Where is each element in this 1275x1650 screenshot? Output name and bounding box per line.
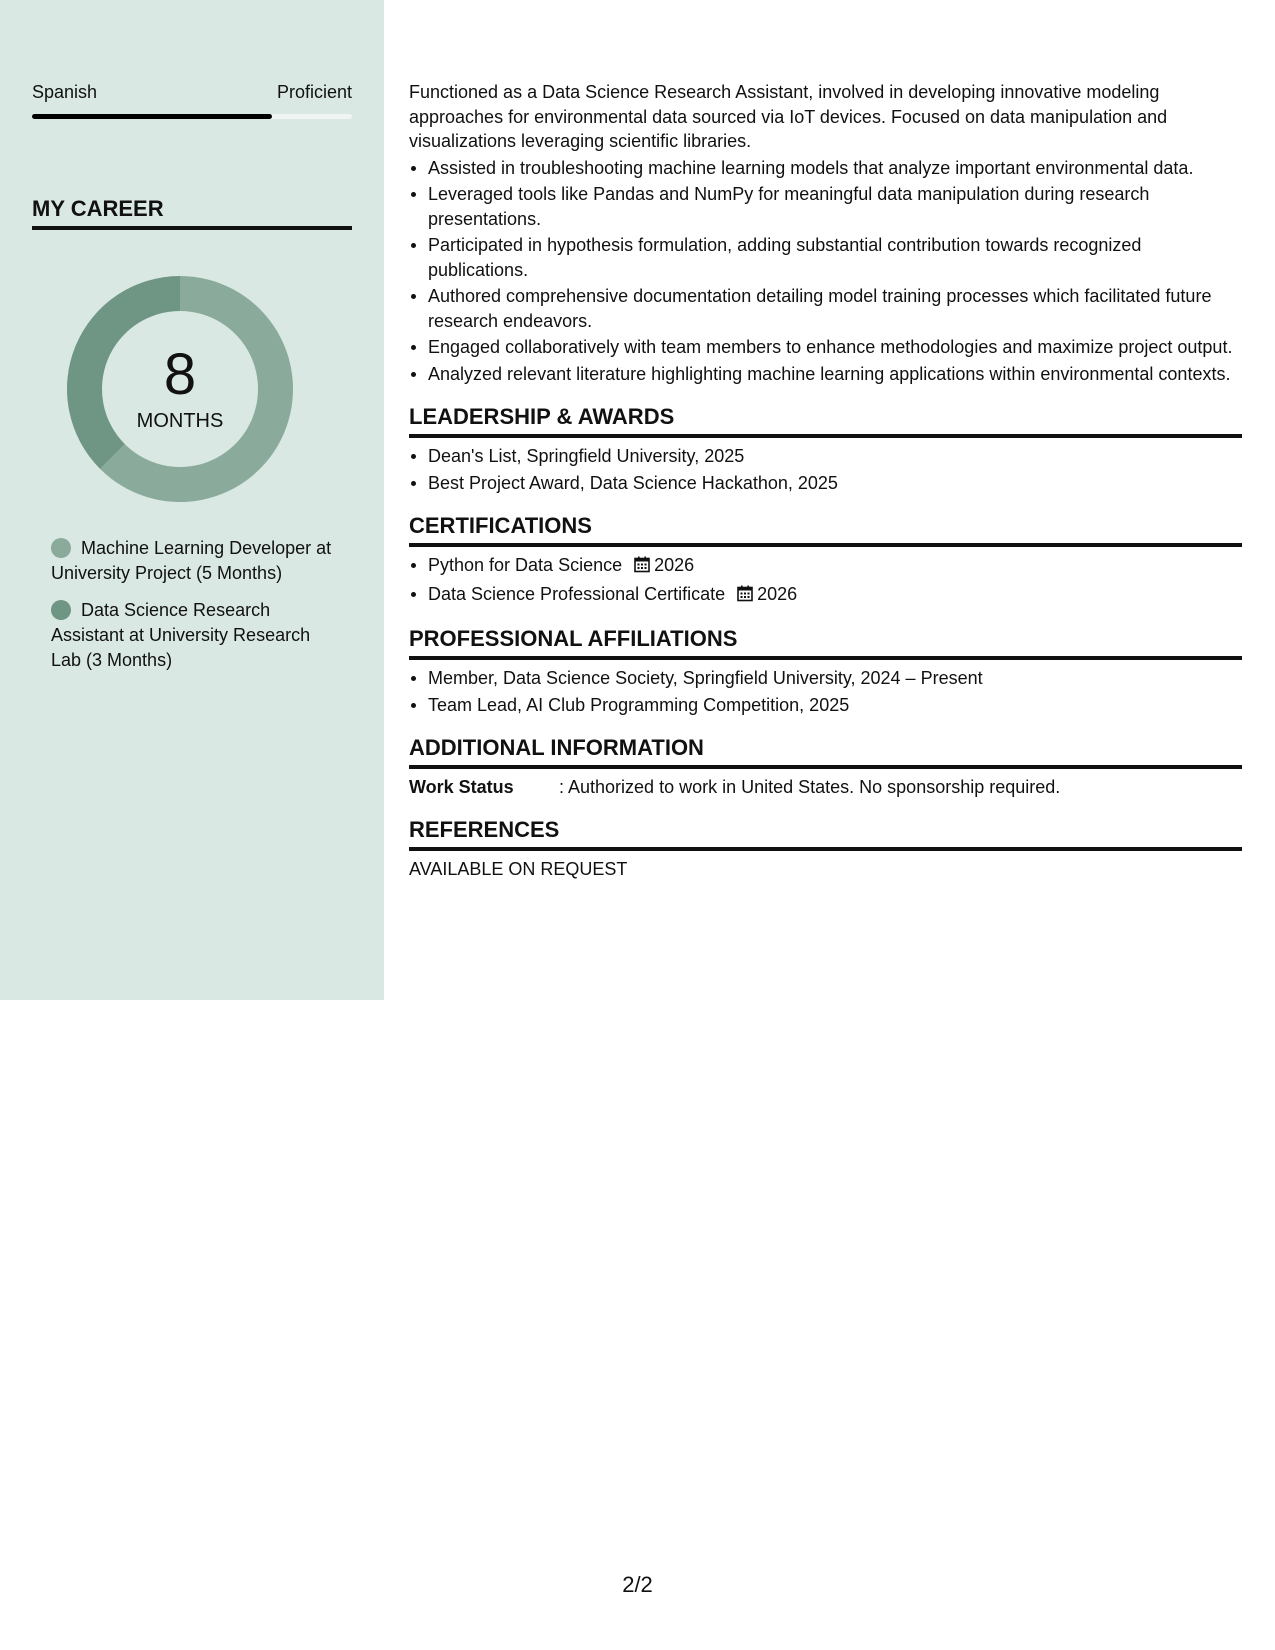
- career-total-unit: MONTHS: [136, 410, 224, 432]
- certification-item: [409, 582, 1242, 609]
- calendar-icon: [634, 555, 650, 580]
- language-proficiency-fill: [32, 114, 272, 119]
- leadership-item: Dean's List, Springfield University, 2025: [409, 444, 1242, 469]
- leadership-item: Best Project Award, Data Science Hackathon, 2025: [409, 471, 1242, 496]
- references-heading: REFERENCES: [409, 817, 1242, 851]
- career-heading: MY CAREER: [32, 196, 352, 230]
- certification-item: [409, 553, 1242, 580]
- language-level: Proficient: [276, 82, 352, 102]
- work-status-row: [409, 775, 1242, 799]
- certification-name: Python for Data Science: [428, 555, 623, 575]
- affiliations-list: [409, 666, 1242, 717]
- certification-name: Data Science Professional Certificate: [428, 583, 726, 604]
- language-name: Spanish: [32, 82, 98, 102]
- experience-bullet: Engaged collaboratively with team members to enhance methodologies and maximize project output.: [409, 335, 1242, 360]
- calendar-icon: [737, 584, 753, 609]
- career-legend-label: Machine Learning Developer at University Project (5 Months): [51, 538, 332, 583]
- affiliation-item: Team Lead, AI Club Programming Competition, 2025: [409, 693, 1242, 718]
- sidebar: [0, 0, 384, 1000]
- leadership-heading: LEADERSHIP & AWARDS: [409, 404, 1242, 438]
- career-total-value: 8: [163, 342, 197, 407]
- affiliations-heading: PROFESSIONAL AFFILIATIONS: [409, 626, 1242, 660]
- experience-bullet: Participated in hypothesis formulation, adding substantial contribution towards recognized publications.: [409, 233, 1242, 282]
- leadership-list: [409, 444, 1242, 495]
- experience-bullet: Assisted in troubleshooting machine learning models that analyze important environmental data.: [409, 156, 1242, 181]
- experience-bullet: Leveraged tools like Pandas and NumPy for meaningful data manipulation during research presentations.: [409, 182, 1242, 231]
- references-text: AVAILABLE ON REQUEST: [409, 859, 628, 879]
- experience-bullet: Analyzed relevant literature highlighting machine learning applications within environmental contexts.: [409, 362, 1242, 387]
- language-proficiency-bar: [32, 114, 352, 119]
- experience-bullets: [409, 156, 1242, 387]
- language-row: [32, 82, 352, 103]
- legend-dot-icon: [51, 538, 71, 558]
- work-status-label: Work Status: [409, 777, 514, 797]
- additional-info-heading: ADDITIONAL INFORMATION: [409, 735, 1242, 769]
- career-legend-label: Data Science Research Assistant at University Research Lab (3 Months): [51, 600, 311, 670]
- career-legend: [51, 536, 341, 685]
- certification-year: 2026: [757, 583, 798, 604]
- work-status-value: : Authorized to work in United States. No sponsorship required.: [559, 777, 1061, 797]
- certifications-heading: CERTIFICATIONS: [409, 513, 1242, 547]
- career-legend-item: [51, 598, 341, 673]
- certifications-list: [409, 553, 1242, 608]
- affiliation-item: Member, Data Science Society, Springfield University, 2024 – Present: [409, 666, 1242, 691]
- certification-year: 2026: [654, 555, 695, 575]
- legend-dot-icon: [51, 600, 71, 620]
- experience-bullet: Authored comprehensive documentation detailing model training processes which facilitated future research endeavors.: [409, 284, 1242, 333]
- main-content: [409, 80, 1242, 881]
- experience-summary: Functioned as a Data Science Research Assistant, involved in developing innovative modeling approaches for environmental data sourced via IoT devices. Focused on data manipulation and visualizations leveraging scientific libraries.: [409, 82, 1168, 151]
- page-number: 2/2: [622, 1572, 653, 1597]
- career-donut-chart: [67, 276, 293, 502]
- career-legend-item: [51, 536, 341, 586]
